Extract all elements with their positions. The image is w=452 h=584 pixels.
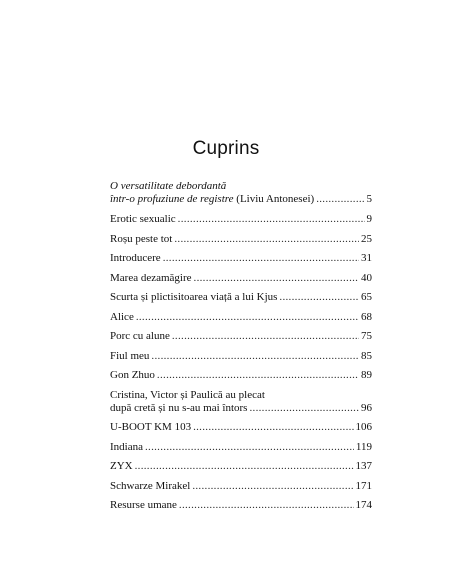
toc-entry-page: 68 — [361, 310, 372, 323]
toc-entry-label: după cretă și nu s-au mai întors — [110, 401, 248, 414]
toc-entry-label: Roșu peste tot — [110, 232, 173, 245]
toc-entry[interactable] — [110, 330, 372, 343]
toc-entry[interactable] — [110, 252, 372, 265]
toc-entry-row — [110, 233, 372, 246]
toc-entry-row — [110, 369, 372, 382]
toc-entry-row — [110, 291, 372, 304]
leader-dots — [178, 213, 365, 226]
toc-entry-page: 85 — [361, 349, 372, 362]
toc-entry-label: Erotic sexualic — [110, 213, 176, 225]
leader-dots — [192, 480, 353, 493]
toc-entry-row — [110, 272, 372, 285]
toc-entry-page: 65 — [361, 291, 372, 303]
toc-entry-row — [110, 499, 372, 512]
table-of-contents — [110, 180, 372, 519]
leader-dots — [136, 311, 359, 324]
toc-entry[interactable] — [110, 213, 372, 226]
toc-entry-label — [110, 193, 314, 206]
leader-dots — [279, 291, 359, 304]
toc-entry-label: Resurse umane — [110, 499, 177, 511]
toc-entry-title-italic: într-o profuziune de registre — [110, 193, 234, 205]
leader-dots — [145, 441, 354, 454]
leader-dots — [194, 272, 359, 285]
toc-entry-row — [110, 460, 372, 473]
toc-entry[interactable] — [110, 350, 372, 363]
toc-entry-label: Schwarze Mirakel — [110, 479, 191, 492]
toc-entry-page: 171 — [355, 479, 372, 492]
toc-entry-page: 9 — [366, 213, 372, 225]
toc-entry[interactable] — [110, 233, 372, 246]
toc-entry-page: 174 — [355, 499, 372, 511]
toc-entry-row — [110, 252, 372, 265]
toc-entry-page: 89 — [361, 369, 372, 381]
leader-dots — [135, 460, 354, 473]
toc-entry-label: U-BOOT KM 103 — [110, 421, 192, 433]
toc-entry[interactable] — [110, 499, 372, 512]
toc-entry-label: Alice — [110, 310, 134, 323]
toc-entry[interactable] — [110, 389, 372, 415]
leader-dots — [163, 252, 359, 265]
toc-entry-title-line: O versatilitate debordantă — [110, 180, 227, 192]
toc-entry-title-line: Cristina, Victor și Paulică au plecat — [110, 388, 265, 401]
toc-entry-label: ZYX — [110, 460, 133, 472]
toc-entry-page: 75 — [361, 330, 372, 342]
leader-dots — [172, 330, 359, 343]
leader-dots — [179, 499, 354, 512]
toc-entry-page: 5 — [366, 193, 372, 205]
toc-entry-label: Gon Zhuo — [110, 369, 155, 381]
leader-dots — [316, 193, 364, 206]
toc-entry-label: Indiana — [110, 440, 143, 453]
toc-entry-row — [110, 421, 372, 434]
toc-entry-row — [110, 402, 372, 415]
toc-entry-label: Fiul meu — [110, 349, 150, 362]
toc-entry[interactable] — [110, 272, 372, 285]
toc-entry[interactable] — [110, 180, 372, 206]
toc-entry[interactable] — [110, 369, 372, 382]
toc-entry[interactable] — [110, 480, 372, 493]
toc-entry-row — [110, 213, 372, 226]
toc-entry-row — [110, 330, 372, 343]
toc-entry-page: 137 — [355, 460, 372, 472]
leader-dots — [174, 233, 359, 246]
leader-dots — [157, 369, 359, 382]
toc-entry[interactable] — [110, 441, 372, 454]
toc-entry-row — [110, 311, 372, 324]
toc-entry-row — [110, 350, 372, 363]
leader-dots — [151, 350, 359, 363]
toc-entry-label: Scurta și plictisitoarea viață a lui Kjus — [110, 291, 278, 303]
toc-entry-author: (Liviu Antonesei) — [233, 193, 315, 205]
toc-entry-page: 96 — [361, 401, 372, 414]
toc-entry[interactable] — [110, 460, 372, 473]
page-title: Cuprins — [192, 138, 260, 159]
toc-entry-page: 40 — [361, 271, 372, 284]
toc-entry[interactable] — [110, 421, 372, 434]
toc-entry[interactable] — [110, 291, 372, 304]
toc-entry-row — [110, 480, 372, 493]
toc-entry-page: 106 — [355, 421, 372, 433]
toc-entry-row — [110, 193, 372, 206]
toc-entry-page: 25 — [361, 232, 372, 245]
toc-entry-label: Introducere — [110, 252, 161, 264]
toc-entry-page: 119 — [355, 440, 372, 453]
leader-dots — [249, 402, 359, 415]
toc-entry-label: Marea dezamăgire — [110, 271, 192, 284]
toc-entry[interactable] — [110, 311, 372, 324]
toc-entry-label: Porc cu alune — [110, 330, 170, 342]
toc-entry-page: 31 — [361, 252, 372, 264]
toc-entry-row — [110, 441, 372, 454]
leader-dots — [193, 421, 353, 434]
